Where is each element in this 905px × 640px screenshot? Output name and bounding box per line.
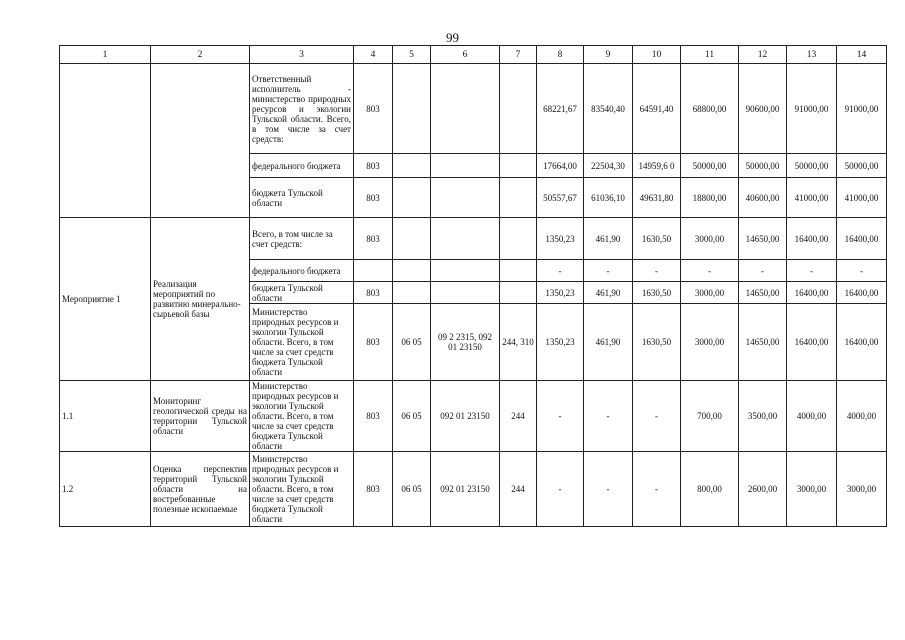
table-cell: 64591,40 bbox=[633, 64, 681, 154]
table-cell: 16400,00 bbox=[837, 304, 887, 381]
header-cell: 1 bbox=[60, 46, 151, 64]
table-cell: 17664,00 bbox=[537, 154, 584, 178]
table-cell: - bbox=[584, 452, 633, 527]
table-cell: Всего, в том числе за счет средств: bbox=[250, 218, 354, 260]
table-cell: 50557,67 bbox=[537, 178, 584, 218]
table-cell: 244, 310 bbox=[500, 304, 537, 381]
budget-table bbox=[59, 45, 887, 527]
table-cell: 14959,6 0 bbox=[633, 154, 681, 178]
table-cell bbox=[60, 64, 151, 218]
table-cell: Ответственный исполнитель - министерство природных ресурсов и экологии Тульской области. Всего, в том числе за счет средств: bbox=[250, 64, 354, 154]
table-cell: 803 bbox=[354, 178, 393, 218]
table-cell: 06 05 bbox=[393, 304, 431, 381]
table-cell: федерального бюджета bbox=[250, 260, 354, 282]
table-cell bbox=[500, 178, 537, 218]
table-cell: бюджета Тульской области bbox=[250, 282, 354, 304]
table-cell: федерального бюджета bbox=[250, 154, 354, 178]
header-cell: 9 bbox=[584, 46, 633, 64]
table-cell: 50000,00 bbox=[739, 154, 787, 178]
table-cell bbox=[393, 260, 431, 282]
header-cell: 4 bbox=[354, 46, 393, 64]
table-cell: Мероприятие 1 bbox=[60, 218, 151, 381]
table-cell: Министерство природных ресурсов и экологии Тульской области. Всего, в том числе за счет средств бюджета Тульской области bbox=[250, 452, 354, 527]
table-cell: 91000,00 bbox=[787, 64, 837, 154]
table-cell: 41000,00 bbox=[787, 178, 837, 218]
table-cell: 09 2 2315, 092 01 23150 bbox=[431, 304, 500, 381]
table-cell: 50000,00 bbox=[787, 154, 837, 178]
table-cell: 800,00 bbox=[681, 452, 739, 527]
table-cell bbox=[393, 154, 431, 178]
table-cell: 3000,00 bbox=[837, 452, 887, 527]
table-cell: 3000,00 bbox=[681, 218, 739, 260]
table-cell: 1630,50 bbox=[633, 282, 681, 304]
table-cell bbox=[431, 154, 500, 178]
table-cell: 50000,00 bbox=[837, 154, 887, 178]
table-cell: - bbox=[633, 260, 681, 282]
table-row bbox=[60, 64, 887, 154]
table-cell: 16400,00 bbox=[837, 282, 887, 304]
table-cell: Оценка перспектив территорий Тульской области на востребованные полезные ископаемые bbox=[151, 452, 250, 527]
table-cell: 803 bbox=[354, 452, 393, 527]
table-cell: - bbox=[787, 260, 837, 282]
table-cell: 092 01 23150 bbox=[431, 452, 500, 527]
table-cell: 1350,23 bbox=[537, 304, 584, 381]
table-cell: 700,00 bbox=[681, 381, 739, 452]
table-cell: 91000,00 bbox=[837, 64, 887, 154]
table-cell bbox=[431, 260, 500, 282]
header-cell: 6 bbox=[431, 46, 500, 64]
table-cell: 16400,00 bbox=[787, 304, 837, 381]
table-cell: Министерство природных ресурсов и экологии Тульской области. Всего, в том числе за счет средств бюджета Тульской области bbox=[250, 381, 354, 452]
table-cell: 1630,50 bbox=[633, 304, 681, 381]
table-cell: 14650,00 bbox=[739, 282, 787, 304]
header-cell: 13 bbox=[787, 46, 837, 64]
table-cell: 1.2 bbox=[60, 452, 151, 527]
table-cell: 16400,00 bbox=[787, 218, 837, 260]
table-cell: 461,90 bbox=[584, 282, 633, 304]
table-cell bbox=[500, 64, 537, 154]
page-number: 99 bbox=[446, 30, 459, 45]
table-cell: 06 05 bbox=[393, 452, 431, 527]
table-cell: - bbox=[584, 381, 633, 452]
table-cell: - bbox=[584, 260, 633, 282]
table-cell: 22504,30 bbox=[584, 154, 633, 178]
table-cell: - bbox=[633, 381, 681, 452]
table-cell bbox=[431, 178, 500, 218]
table-cell bbox=[393, 178, 431, 218]
table-cell: бюджета Тульской области bbox=[250, 178, 354, 218]
table-row bbox=[60, 452, 887, 527]
header-cell: 14 bbox=[837, 46, 887, 64]
table-cell bbox=[500, 282, 537, 304]
table-cell: 68800,00 bbox=[681, 64, 739, 154]
header-cell: 11 bbox=[681, 46, 739, 64]
table-cell: 18800,00 bbox=[681, 178, 739, 218]
table-cell: 1350,23 bbox=[537, 218, 584, 260]
table-cell: 803 bbox=[354, 304, 393, 381]
table-cell: 244 bbox=[500, 452, 537, 527]
table-cell: 803 bbox=[354, 381, 393, 452]
table-cell: 14650,00 bbox=[739, 304, 787, 381]
header-cell: 10 bbox=[633, 46, 681, 64]
table-cell: - bbox=[837, 260, 887, 282]
table-cell: 50000,00 bbox=[681, 154, 739, 178]
table-cell: 3500,00 bbox=[739, 381, 787, 452]
table-cell: - bbox=[739, 260, 787, 282]
header-cell: 12 bbox=[739, 46, 787, 64]
table-cell: 803 bbox=[354, 282, 393, 304]
header-cell: 7 bbox=[500, 46, 537, 64]
table-cell bbox=[393, 282, 431, 304]
table-cell: Министерство природных ресурсов и экологии Тульской области. Всего, в том числе за счет средств бюджета Тульской области bbox=[250, 304, 354, 381]
table-cell: - bbox=[537, 381, 584, 452]
table-cell: 803 bbox=[354, 218, 393, 260]
table-cell: 40600,00 bbox=[739, 178, 787, 218]
table-cell bbox=[393, 218, 431, 260]
table-cell bbox=[500, 260, 537, 282]
table-cell bbox=[431, 64, 500, 154]
table-cell: 16400,00 bbox=[787, 282, 837, 304]
header-cell: 8 bbox=[537, 46, 584, 64]
header-row bbox=[60, 46, 887, 64]
table-cell: - bbox=[681, 260, 739, 282]
table-cell: 2600,00 bbox=[739, 452, 787, 527]
table-cell: 90600,00 bbox=[739, 64, 787, 154]
table-cell: 14650,00 bbox=[739, 218, 787, 260]
header-cell: 5 bbox=[393, 46, 431, 64]
table-cell: 49631,80 bbox=[633, 178, 681, 218]
table-cell: 83540,40 bbox=[584, 64, 633, 154]
table-cell: 41000,00 bbox=[837, 178, 887, 218]
table-cell: 06 05 bbox=[393, 381, 431, 452]
table-cell: 3000,00 bbox=[681, 282, 739, 304]
table-cell: 61036,10 bbox=[584, 178, 633, 218]
table-cell bbox=[354, 260, 393, 282]
table-cell bbox=[500, 218, 537, 260]
table-cell: - bbox=[537, 452, 584, 527]
header-cell: 3 bbox=[250, 46, 354, 64]
table-cell bbox=[431, 282, 500, 304]
header-cell: 2 bbox=[151, 46, 250, 64]
table-cell: 092 01 23150 bbox=[431, 381, 500, 452]
table-row bbox=[60, 218, 887, 260]
table-cell: 4000,00 bbox=[787, 381, 837, 452]
table-cell: 244 bbox=[500, 381, 537, 452]
table-cell: 1350,23 bbox=[537, 282, 584, 304]
table-cell: 1.1 bbox=[60, 381, 151, 452]
table-cell: 803 bbox=[354, 154, 393, 178]
table-cell: 4000,00 bbox=[837, 381, 887, 452]
table-cell bbox=[500, 154, 537, 178]
table-cell: Мониторинг геологической среды на территории Тульской области bbox=[151, 381, 250, 452]
table-cell bbox=[431, 218, 500, 260]
table-cell: 3000,00 bbox=[787, 452, 837, 527]
table-cell: 68221,67 bbox=[537, 64, 584, 154]
table-cell: - bbox=[633, 452, 681, 527]
table-cell: Реализация мероприятий по развитию минерально-сырьевой базы bbox=[151, 218, 250, 381]
table-cell: - bbox=[537, 260, 584, 282]
table-cell: 461,90 bbox=[584, 304, 633, 381]
table-cell: 461,90 bbox=[584, 218, 633, 260]
table-cell: 803 bbox=[354, 64, 393, 154]
table-cell bbox=[393, 64, 431, 154]
table-cell: 3000,00 bbox=[681, 304, 739, 381]
table-cell: 16400,00 bbox=[837, 218, 887, 260]
table-cell bbox=[151, 64, 250, 218]
table-cell: 1630,50 bbox=[633, 218, 681, 260]
table-row bbox=[60, 381, 887, 452]
